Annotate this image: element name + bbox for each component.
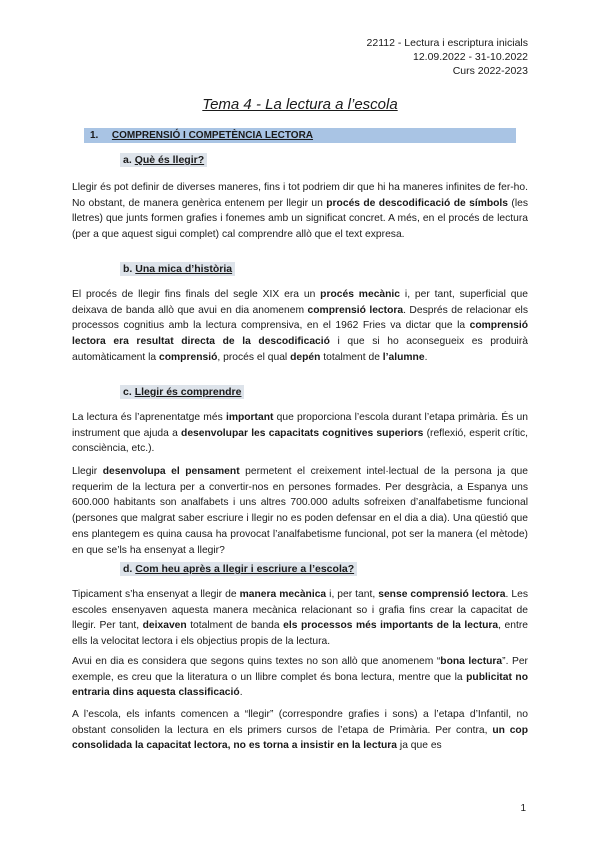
- section-number: 1.: [90, 130, 99, 141]
- section-label: COMPRENSIÓ I COMPETÈNCIA LECTORA: [111, 130, 314, 141]
- subsection-heading-c: [120, 385, 244, 399]
- text-run: Avui en dia es considera que segons quins textes no son allò que anomenem “: [72, 656, 441, 667]
- text-run: A l’escola, els infants comencen a “llegir” (correspondre grafies i sons) a l’etapa d’Infantil, no obstant consoliden la lectura en els primers cursos de l’etapa de Primària. Per contra,: [72, 709, 528, 736]
- paragraph-6: [72, 654, 528, 701]
- bold-run: publicitat no entraria dins aquesta classificació: [72, 671, 528, 699]
- paragraph-2: [72, 287, 528, 366]
- bold-run: un cop consolidada la capacitat lectora, no es torna a insistir en la lectura: [72, 724, 528, 752]
- page-number: 1: [520, 803, 526, 814]
- text-run: El procés de llegir fins finals del segle XIX era un: [72, 289, 321, 300]
- subsection-letter: d.: [123, 563, 133, 575]
- paragraph-4: [72, 464, 528, 558]
- text-run: . Les escoles ensenyaven aquesta manera mecànica relacionant so i grafia fins crear la capacitat de llegir. Per tant,: [72, 589, 529, 632]
- subsection-heading-b: [120, 262, 235, 276]
- paragraph-5: [72, 587, 528, 650]
- text-run: totalment de: [320, 351, 383, 363]
- course-dates: 12.09.2022 - 31-10.2022: [412, 51, 528, 63]
- text-run: permetent el creixement intel·lectual de la persona ja que requerim de la lectura per a convertir-nos en persones formades. Per desgràcia, a Espanya uns 600.000 habitants son analfabets i uns altres 700.000 adults sofreixen d’analfabetisme funcional (persones que malgrat saber escriure i llegir no es poden defensar en el dia a dia). Una qüestió que ens plantegem es quina causa ha provocat l’analfabetisme funcional, pot ser la manera (el mètode) en que se’ls ha ensenyat a llegir?: [72, 466, 528, 556]
- subsection-label: Llegir és comprendre: [134, 386, 242, 398]
- bold-run: bona lectura: [440, 656, 503, 667]
- text-run: , procés el qual: [217, 351, 291, 363]
- bold-run: important: [225, 412, 274, 423]
- bold-run: procés de descodificació de símbols: [326, 197, 509, 209]
- text-run: i, per tant, superficial que deixava de banda allò que avui en dia anomenem: [72, 289, 528, 316]
- text-run: Tipicament s’ha ensenyat a llegir de: [72, 589, 240, 600]
- subsection-letter: a.: [123, 154, 132, 166]
- bold-run: deixaven: [142, 620, 187, 632]
- bold-run: depén: [290, 351, 321, 363]
- subsection-label: Què és llegir?: [134, 154, 205, 166]
- text-run: , entre ells la velocitat lectora i els objectius propis de la lectura.: [72, 620, 528, 648]
- subsection-label: Una mica d’història: [135, 263, 233, 275]
- course-name: 22112 - Lectura i escriptura inicials: [366, 37, 528, 49]
- text-run: ”. Per exemple, es creu que la literatura o un llibre complet és bona lectura, mentre que la: [72, 656, 528, 683]
- course-year: Curs 2022-2023: [452, 65, 528, 77]
- section-heading: [84, 128, 516, 143]
- document-header: [367, 36, 528, 78]
- bold-run: sense comprensió lectora: [378, 589, 506, 600]
- bold-run: comprensió lectora era resultat directa de la descodificació: [72, 320, 528, 348]
- paragraph-3: [72, 410, 528, 457]
- bold-run: els processos més importants de la lectura: [283, 620, 499, 632]
- text-run: (les lletres) que junts formen grafies i fonemes amb un significat concret. A més, en el procés de lectura (per a que aquest sigui complet) cal comprendre allò que el text expresa.: [72, 197, 528, 241]
- bold-run: l’alumne: [382, 351, 425, 363]
- bold-run: desenvolupa el pensament: [102, 466, 240, 477]
- text-run: .: [424, 351, 428, 363]
- page-title: Tema 4 - La lectura a l’escola: [202, 96, 398, 113]
- bold-run: manera mecànica: [239, 589, 327, 600]
- text-run: Llegir: [72, 466, 103, 477]
- text-run: Llegir és pot definir de diverses maneres, fins i tot podriem dir que hi ha maneres infinites de fer-ho. No obstant, de manera genèrica entenem per llegir un: [72, 182, 528, 209]
- text-run: que proporciona l’escola durant l’etapa primària. És un instrument que ajuda a: [72, 412, 528, 439]
- bold-run: desenvolupar les capacitats cognitives superiors: [181, 427, 424, 439]
- bold-run: procés mecànic: [320, 289, 401, 300]
- bold-run: comprensió: [159, 351, 218, 363]
- text-run: .: [239, 687, 243, 699]
- paragraph-1: [72, 180, 528, 243]
- subsection-heading-d: [120, 562, 357, 576]
- text-run: (reflexió, esperit crític, consciència, etc.).: [72, 427, 528, 455]
- subsection-heading-a: [120, 153, 207, 167]
- text-run: . Després de relacionar els processos cognitius amb la lectura comprensiva, en el 1962 Fries va dictar que la: [72, 304, 528, 332]
- paragraph-7: [72, 707, 528, 754]
- text-run: La lectura és l’aprenentatge més: [72, 412, 226, 423]
- subsection-letter: b.: [123, 263, 133, 275]
- text-run: totalment de banda: [186, 620, 284, 632]
- text-run: i que si ho aconsegueix es produirà automàticament la: [72, 336, 528, 363]
- text-run: i, per tant,: [326, 589, 379, 600]
- subsection-letter: c.: [123, 386, 132, 398]
- text-run: ja que es: [397, 740, 442, 752]
- bold-run: comprensió lectora: [307, 304, 404, 316]
- subsection-label: Com heu après a llegir i escriure a l’escola?: [135, 563, 355, 575]
